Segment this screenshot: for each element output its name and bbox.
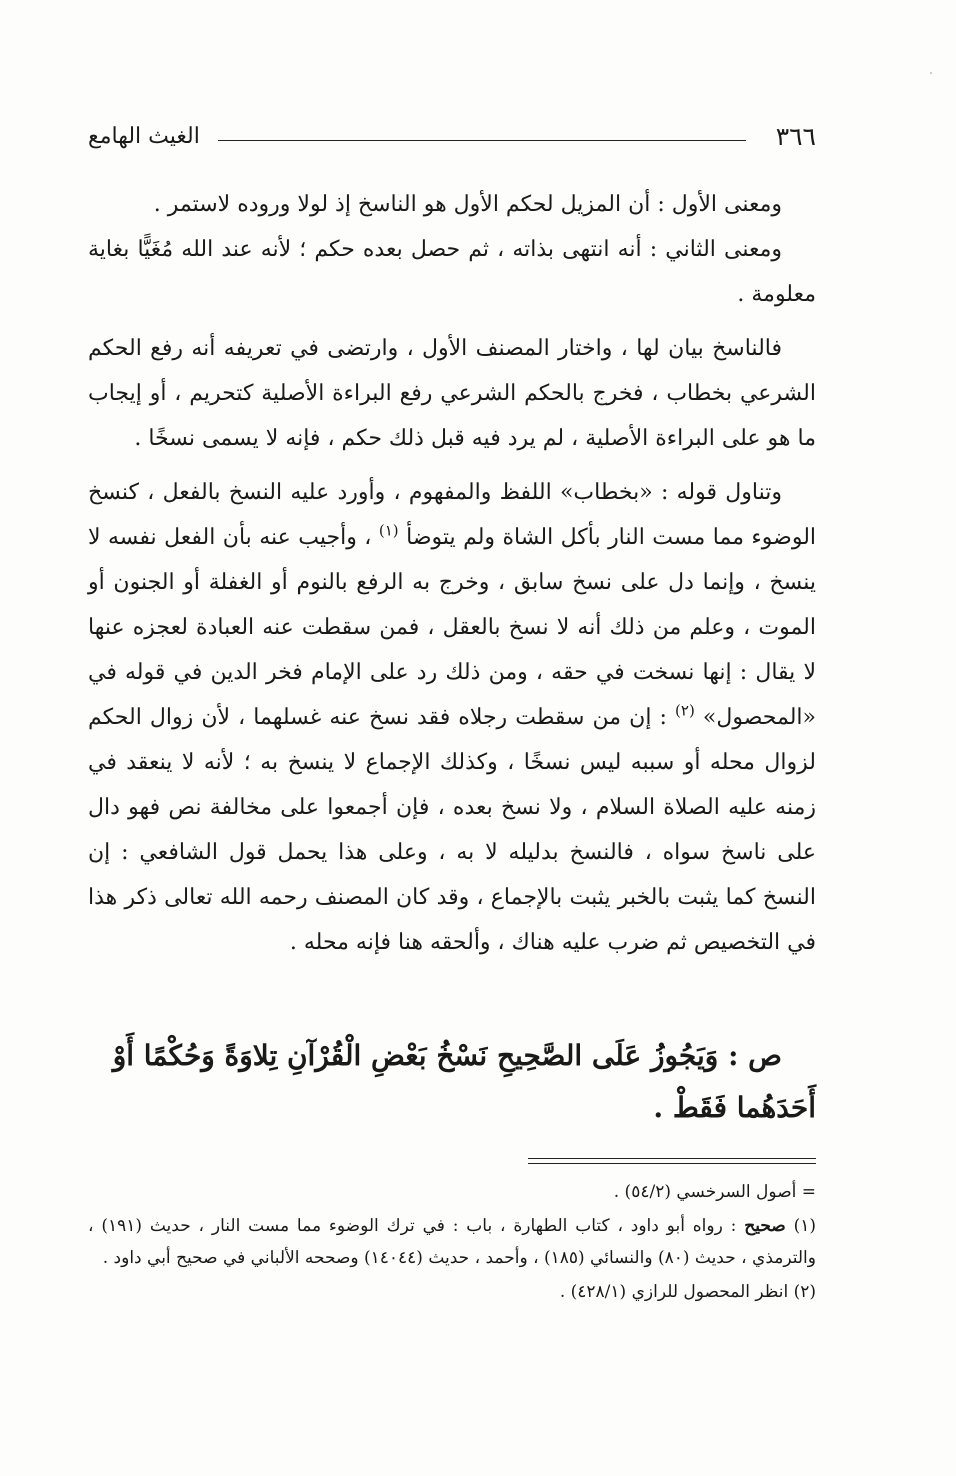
footnote-1-grade: صحيح (744, 1216, 786, 1236)
matn-text: ص : وَيَجُوزُ عَلَى الصَّحِيحِ نَسْخُ بَعْضِ الْقُرْآنِ تِلاوَةً وَحُكْمًا أَوْ أَحَدَهُما فَقَطْ . (112, 1039, 816, 1124)
paragraph-khitab (88, 470, 816, 965)
paragraph-khitab-part2: ، وأجيب عنه بأن الفعل نفسه لا ينسخ ، وإنما دل على نسخ سابق ، وخرج به الرفع بالنوم أو الغفلة أو الجنون أو الموت ، وعلم من ذلك أنه لا نسخ بالعقل ، فمن سقطت عنه العبادة لعجزه عنها لا يقال : إنها نسخت في حقه ، ومن ذلك رد على الإمام فخر الدين في قوله في «المحصول» (88, 525, 817, 730)
footnote-1-text: : رواه أبو داود ، كتاب الطهارة ، باب : في ترك الوضوء مما مست النار ، حديث (١٩١) ، والترمذي ، حديث (٨٠) والنسائي (١٨٥) ، وأحمد ، حديث (١٤٠٤٤) وصححه الألباني في صحيح أبي داود . (88, 1216, 816, 1268)
footnote-separator-second (528, 1163, 816, 1164)
running-title: الغيث الهامع (88, 124, 200, 149)
footnote-ref-2: (٢) (675, 701, 695, 720)
footnote-ref-1: (١) (378, 521, 399, 540)
paragraph-khitab-part3: : إن من سقطت رجلاه فقد نسخ عنه غسلهما ، لأن زوال الحكم لزوال محله أو سببه ليس نسخًا ، وكذلك الإجماع لا ينسخ به ؛ لأنه لا ينعقد في زمنه عليه الصلاة السلام ، ولا نسخ بعده ، فإن أجمعوا على مخالفة نص فهو دال على ناسخ سواه ، فالنسخ بدليله لا به ، وعلى هذا يحمل قول الشافعي : إن النسخ كما يثبت بالخبر يثبت بالإجماع ، وقد كان المصنف رحمه الله تعالى ذكر هذا في التخصيص ثم ضرب عليه هناك ، وألحقه هنا فإنه محله . (88, 705, 816, 955)
page-header (88, 120, 816, 160)
paragraph-khitab-part1: وتناول قوله : «بخطاب» اللفظ والمفهوم ، وأورد عليه النسخ بالفعل ، كنسخ الوضوء مما مست النار بأكل الشاة ولم يتوضأ (88, 480, 817, 550)
paragraph-definition: فالناسخ بيان لها ، واختار المصنف الأول ، وارتضى في تعريفه أنه رفع الحكم الشرعي بخطاب ، فخرج بالحكم الشرعي رفع البراءة الأصلية كتحريم ، أو إيجاب ما هو على البراءة الأصلية ، لم يرد فيه قبل ذلك حكم ، فإنه لا يسمى نسخًا . (88, 336, 816, 451)
footnote-continuation: = أصول السرخسي (٥٤/٢) . (613, 1182, 816, 1202)
paragraph-first-meaning: ومعنى الأول : أن المزيل لحكم الأول هو الناسخ إذ لولا وروده لاستمر . (153, 192, 782, 217)
paragraph-second-meaning: ومعنى الثاني : أنه انتهى بذاته ، ثم حصل بعده حكم ؛ لأنه عند الله مُغَيًّا بغاية معلومة . (88, 237, 816, 307)
footnotes (88, 1176, 816, 1310)
scan-speck (930, 72, 932, 74)
main-text (88, 182, 816, 965)
page-number: ٣٦٦ (775, 122, 816, 151)
footnote-separator (528, 1158, 816, 1159)
footnote-2: (٢) انظر المحصول للرازي (٤٢٨/١) . (559, 1282, 816, 1302)
header-rule (218, 140, 746, 141)
footnote-1-number: (١) (793, 1216, 816, 1236)
footnote-1 (88, 1210, 816, 1274)
